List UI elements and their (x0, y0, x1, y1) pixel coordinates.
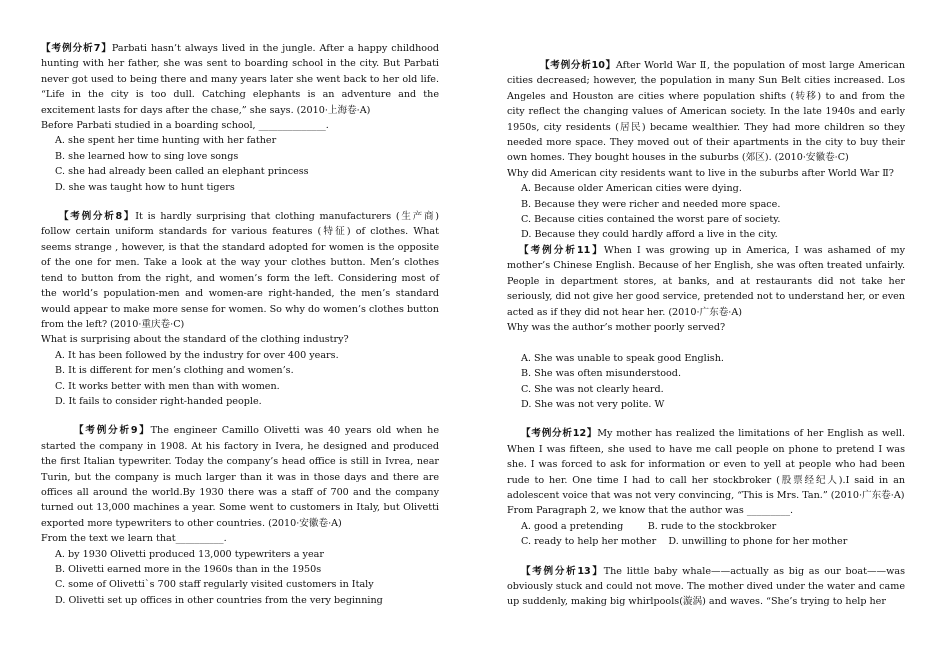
option-c: C. some of Olivetti`s 700 staff regularly visited customers in Italy (55, 579, 374, 591)
question-tag: 【考例分析12】 (521, 428, 598, 440)
question-9 (41, 423, 439, 608)
option-a: A. she spent her time hunting with her father (55, 135, 277, 147)
question-12 (507, 426, 905, 549)
question-stem: Why did American city residents want to live in the suburbs after World War Ⅱ? (507, 167, 894, 179)
right-column (507, 0, 905, 610)
passage-text: After World War Ⅱ, the population of most large American cities decreased; however, the population in many Sun Belt cities increased. Los Angeles and Houston are cities where population shifts (转移) to and from the city reflect the changing values of American society. In the late 1940s and early 1950s, city residents (居民) became wealthier. They had more children so they needed more space. They moved out of their apartments in the city to buy their own homes. They bought houses in the suburbs (郊区). (2010·安徽卷·C) (507, 60, 905, 164)
option-b: B. she learned how to sing love songs (55, 150, 239, 162)
option-d: D. It fails to consider right-handed people. (55, 395, 262, 407)
question-10 (507, 58, 905, 243)
passage-text: When I was growing up in America, I was ashamed of my mother’s Chinese English. Because of her English, she was often treated unfairly. People in department stores, at banks, and at restaurants did not take her seriously, did not give her good service, pretended not to understand her, or even acted as if they did not hear her. (2010·广东卷·A) (507, 244, 906, 318)
passage-text: The engineer Camillo Olivetti was 40 years old when he started the company in 1908. At his factory in Ivera, he designed and produced the first Italian typewriter. Today the company’s head office is still in Ivrea, near Turin, but the company is much larger than it was in those days and there are offices all around the world.By 1930 there was a staff of 700 and the company turned out 13,000 machines a year. Some went to customers in Italy, but Olivetti exported more typewriters to other countries. (2010·安徽卷·A) (41, 425, 439, 529)
question-tag: 【考例分析11】 (519, 244, 604, 256)
question-tag: 【考例分析8】 (59, 211, 136, 223)
option-b: B. She was often misunderstood. (521, 368, 681, 380)
option-a: A. She was unable to speak good English. (521, 352, 724, 364)
question-tag: 【考例分析10】 (540, 60, 616, 71)
question-tag: 【考例分析13】 (521, 565, 604, 577)
option-b: B. Because they were richer and needed more space. (521, 198, 781, 210)
option-c: C. She was not clearly heard. (521, 383, 664, 395)
question-7 (41, 41, 439, 195)
question-stem: What is surprising about the standard of the clothing industry? (41, 334, 349, 346)
option-a: A. It has been followed by the industry for over 400 years. (55, 349, 339, 361)
option-c: C. It works better with men than with women. (55, 380, 280, 392)
question-8 (41, 209, 439, 409)
option-c: C. Because cities contained the worst pare of society. (521, 214, 781, 226)
question-stem: From Paragraph 2, we know that the author was _________. (507, 505, 794, 517)
question-13 (507, 564, 905, 610)
option-a: A. by 1930 Olivetti produced 13,000 typewriters a year (55, 548, 324, 560)
option-b: B. It is different for men’s clothing and women’s. (55, 365, 294, 377)
option-c: C. she had already been called an elephant princess (55, 166, 309, 178)
left-column (41, 0, 439, 608)
options-row-2: C. ready to help her mother D. unwilling to phone for her mother (521, 536, 848, 548)
question-11 (507, 243, 905, 412)
option-d: D. she was taught how to hunt tigers (55, 181, 235, 193)
question-tag: 【考例分析7】 (41, 43, 112, 54)
question-stem: From the text we learn that__________. (41, 533, 227, 545)
option-d: D. Olivetti set up offices in other countries from the very beginning (55, 594, 383, 606)
passage-text: My mother has realized the limitations of her English as well. When I was fifteen, she used to have me call people on phone to pretend I was she. I was forced to ask for information or even to yell at people who had been rude to her. One time I had to call her stockbroker (股票经纪人).I said in an adolescent voice that was not very convincing, “This is Mrs. Tan.” (2010·广东卷·A) (507, 428, 905, 501)
passage-text: The little baby whale——actually as big as our boat——was obviously stuck and could not move. The mother dived under the water and came up suddenly, making big whirlpools(漩涡) and waves. “She’s trying to help her (507, 565, 905, 608)
option-a: A. Because older American cities were dying. (521, 183, 742, 195)
option-d: D. Because they could hardly afford a live in the city. (521, 229, 778, 241)
option-b: B. Olivetti earned more in the 1960s than in the 1950s (55, 564, 322, 575)
options-row-1: A. good a pretending B. rude to the stockbroker (521, 520, 777, 532)
passage-text: It is hardly surprising that clothing manufacturers (生产商) follow certain uniform standards for various features (特征) of clothes. What seems strange , however, is that the standard adopted for women is the opposite of the one for men. Take a look at the way your clothes button. Men’s clothes tend to button from the right, and women’s form the left. Considering most of the world’s population-men and women-are right-handed, the men’s standard would appear to make more sense for women. So why do women’s clothes button from the left? (2010·重庆卷·C) (41, 211, 439, 330)
question-stem: Why was the author’s mother poorly served? (507, 321, 726, 333)
passage-text: Parbati hasn’t always lived in the jungle. After a happy childhood hunting with her father, she was sent to boarding school in the city. But Parbati never got used to being there and many years later she went back to her old life. “Life in the city is too dull. Catching elephants is an adventure and the excitement lasts for days after the chase,” she says. (2010·上海卷·A) (41, 43, 439, 116)
option-d: D. She was not very polite. W (521, 398, 665, 410)
question-stem: Before Parbati studied in a boarding school, ______________. (41, 120, 329, 132)
question-tag: 【考例分析9】 (74, 425, 151, 437)
